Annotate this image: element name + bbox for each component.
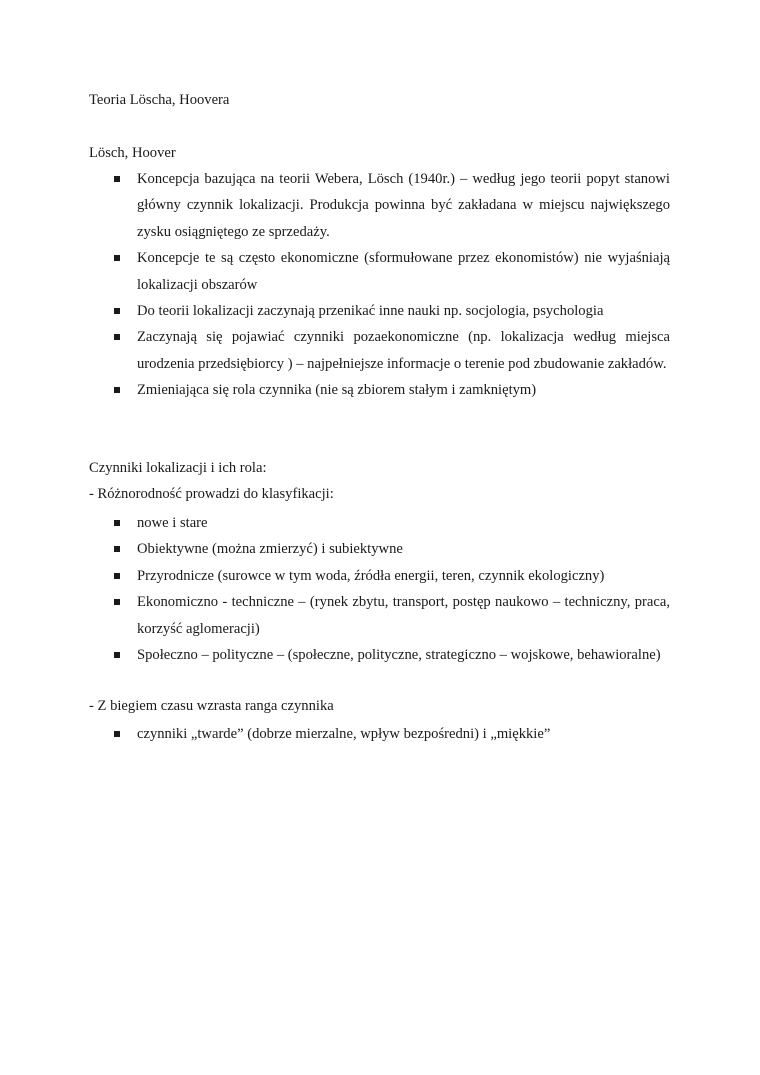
list-item: Zmieniająca się rola czynnika (nie są zbiorem stałym i zamkniętym) <box>0 377 760 403</box>
bullet-icon <box>114 573 120 579</box>
list-item: nowe i stare <box>0 510 760 536</box>
factors-hard-soft-list <box>0 721 760 747</box>
list-item: Ekonomiczno - techniczne – (rynek zbytu, transport, postęp naukowo – techniczny, praca, korzyść aglomeracji) <box>0 589 760 642</box>
bullet-icon <box>114 520 120 526</box>
section-heading-factors: Czynniki lokalizacji i ich rola: <box>89 460 267 476</box>
bullet-icon <box>114 334 120 340</box>
list-item: czynniki „twarde” (dobrze mierzalne, wpływ bezpośredni) i „miękkie” <box>0 721 760 747</box>
bullet-icon <box>114 546 120 552</box>
list-item: Obiektywne (można zmierzyć) i subiektywne <box>0 536 760 562</box>
losch-hoover-list <box>0 166 760 404</box>
factors-classification-list <box>0 510 760 668</box>
bullet-icon <box>114 176 120 182</box>
subheading-rank: - Z biegiem czasu wzrasta ranga czynnika <box>89 698 334 714</box>
list-item: Przyrodnicze (surowce w tym woda, źródła energii, teren, czynnik ekologiczny) <box>0 563 760 589</box>
list-item: Koncepcje te są często ekonomiczne (sformułowane przez ekonomistów) nie wyjaśniają lokalizacji obszarów <box>0 245 760 298</box>
bullet-icon <box>114 599 120 605</box>
bullet-icon <box>114 308 120 314</box>
list-item: Zaczynają się pojawiać czynniki pozaekonomiczne (np. lokalizacja według miejsca urodzenia przedsiębiorcy ) – najpełniejsze informacje o terenie pod zbudowanie zakładów. <box>0 324 760 377</box>
list-item: Koncepcja bazująca na teorii Webera, Lösch (1940r.) – według jego teorii popyt stanowi główny czynnik lokalizacji. Produkcja powinna być zakładana w miejscu największego zysku osiągniętego ze sprzedaży. <box>0 166 760 245</box>
bullet-icon <box>114 652 120 658</box>
list-item: Społeczno – polityczne – (społeczne, polityczne, strategiczno – wojskowe, behawioralne) <box>0 642 760 668</box>
subheading-diversity: - Różnorodność prowadzi do klasyfikacji: <box>89 486 334 502</box>
bullet-icon <box>114 387 120 393</box>
section-heading-losch-hoover: Lösch, Hoover <box>89 145 176 161</box>
bullet-icon <box>114 255 120 261</box>
document-title: Teoria Löscha, Hoovera <box>89 92 230 108</box>
bullet-icon <box>114 731 120 737</box>
list-item: Do teorii lokalizacji zaczynają przenikać inne nauki np. socjologia, psychologia <box>0 298 760 324</box>
